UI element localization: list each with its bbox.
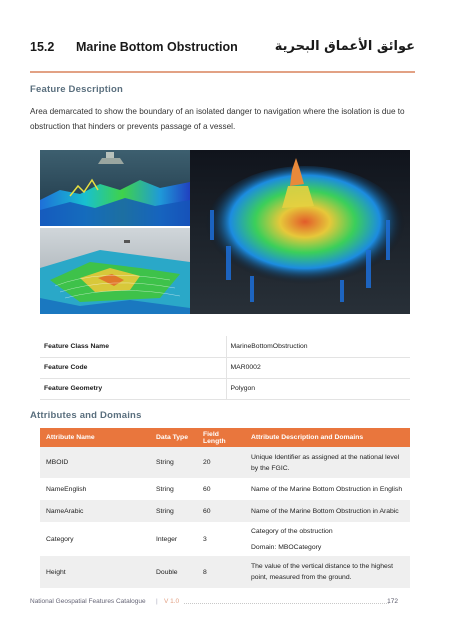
attribute-type: String	[150, 447, 197, 478]
attribute-name: NameEnglish	[40, 478, 150, 500]
attribute-name: NameArabic	[40, 500, 150, 522]
attribute-description: Unique Identifier as assigned at the national level by the FGIC.	[245, 447, 410, 478]
table-row	[40, 378, 410, 399]
table-row	[40, 447, 410, 478]
page-footer	[30, 598, 398, 610]
section-title-row	[30, 40, 415, 60]
attributes-table	[40, 428, 410, 588]
attribute-description-cell	[245, 522, 410, 556]
feature-class-name-value: MarineBottomObstruction	[226, 336, 410, 357]
footer-catalogue-name: National Geospatial Features Catalogue	[30, 598, 146, 605]
feature-info-table	[40, 336, 410, 400]
footer-version: V 1.0	[164, 598, 180, 605]
attribute-type: String	[150, 478, 197, 500]
attribute-length: 60	[197, 478, 245, 500]
table-row	[40, 357, 410, 378]
feature-description-heading: Feature Description	[30, 84, 124, 95]
obstruction-3d-render-image	[190, 150, 410, 314]
attribute-description: Name of the Marine Bottom Obstruction in Arabic	[245, 500, 410, 522]
table-row	[40, 556, 410, 588]
feature-code-label: Feature Code	[40, 357, 226, 378]
attribute-type: String	[150, 500, 197, 522]
section-number: 15.2	[30, 40, 55, 54]
attribute-name: Height	[40, 556, 150, 588]
table-row	[40, 522, 410, 556]
feature-geometry-value: Polygon	[226, 378, 410, 399]
feature-class-name-label: Feature Class Name	[40, 336, 226, 357]
section-arabic-title: عوائق الأعماق البحرية	[274, 39, 415, 54]
table-header-row	[40, 428, 410, 447]
attribute-length: 20	[197, 447, 245, 478]
column-header-data-type: Data Type	[150, 428, 197, 447]
seafloor-ship-image	[40, 150, 190, 226]
attribute-type: Double	[150, 556, 197, 588]
terrain-map-image	[40, 228, 190, 314]
column-header-description: Attribute Description and Domains	[245, 428, 410, 447]
attribute-length: 60	[197, 500, 245, 522]
table-row	[40, 500, 410, 522]
attribute-name: MBOID	[40, 447, 150, 478]
attribute-description: Name of the Marine Bottom Obstruction in English	[245, 478, 410, 500]
column-header-attribute-name: Attribute Name	[40, 428, 150, 447]
attribute-length: 8	[197, 556, 245, 588]
attributes-heading: Attributes and Domains	[30, 410, 142, 421]
page-number: 172	[387, 598, 398, 605]
attribute-type: Integer	[150, 522, 197, 556]
attribute-length: 3	[197, 522, 245, 556]
title-divider	[30, 71, 415, 73]
illustration-images	[40, 150, 410, 314]
feature-description-text: Area demarcated to show the boundary of an isolated danger to navigation where the isolation is due to obstruction that hinders or prevents passage of a vessel.	[30, 107, 405, 131]
attribute-domain: Domain: MBOCategory	[251, 543, 322, 551]
column-header-field-length: Field Length	[197, 428, 245, 447]
attribute-description: The value of the vertical distance to the highest point, measured from the ground.	[245, 556, 410, 588]
footer-separator: |	[156, 598, 158, 605]
table-row	[40, 478, 410, 500]
attribute-description: Category of the obstruction	[251, 527, 333, 535]
feature-geometry-label: Feature Geometry	[40, 378, 226, 399]
footer-dotted-leader	[184, 603, 389, 604]
table-row	[40, 336, 410, 357]
attribute-name: Category	[40, 522, 150, 556]
feature-code-value: MAR0002	[226, 357, 410, 378]
section-title: Marine Bottom Obstruction	[76, 40, 238, 54]
